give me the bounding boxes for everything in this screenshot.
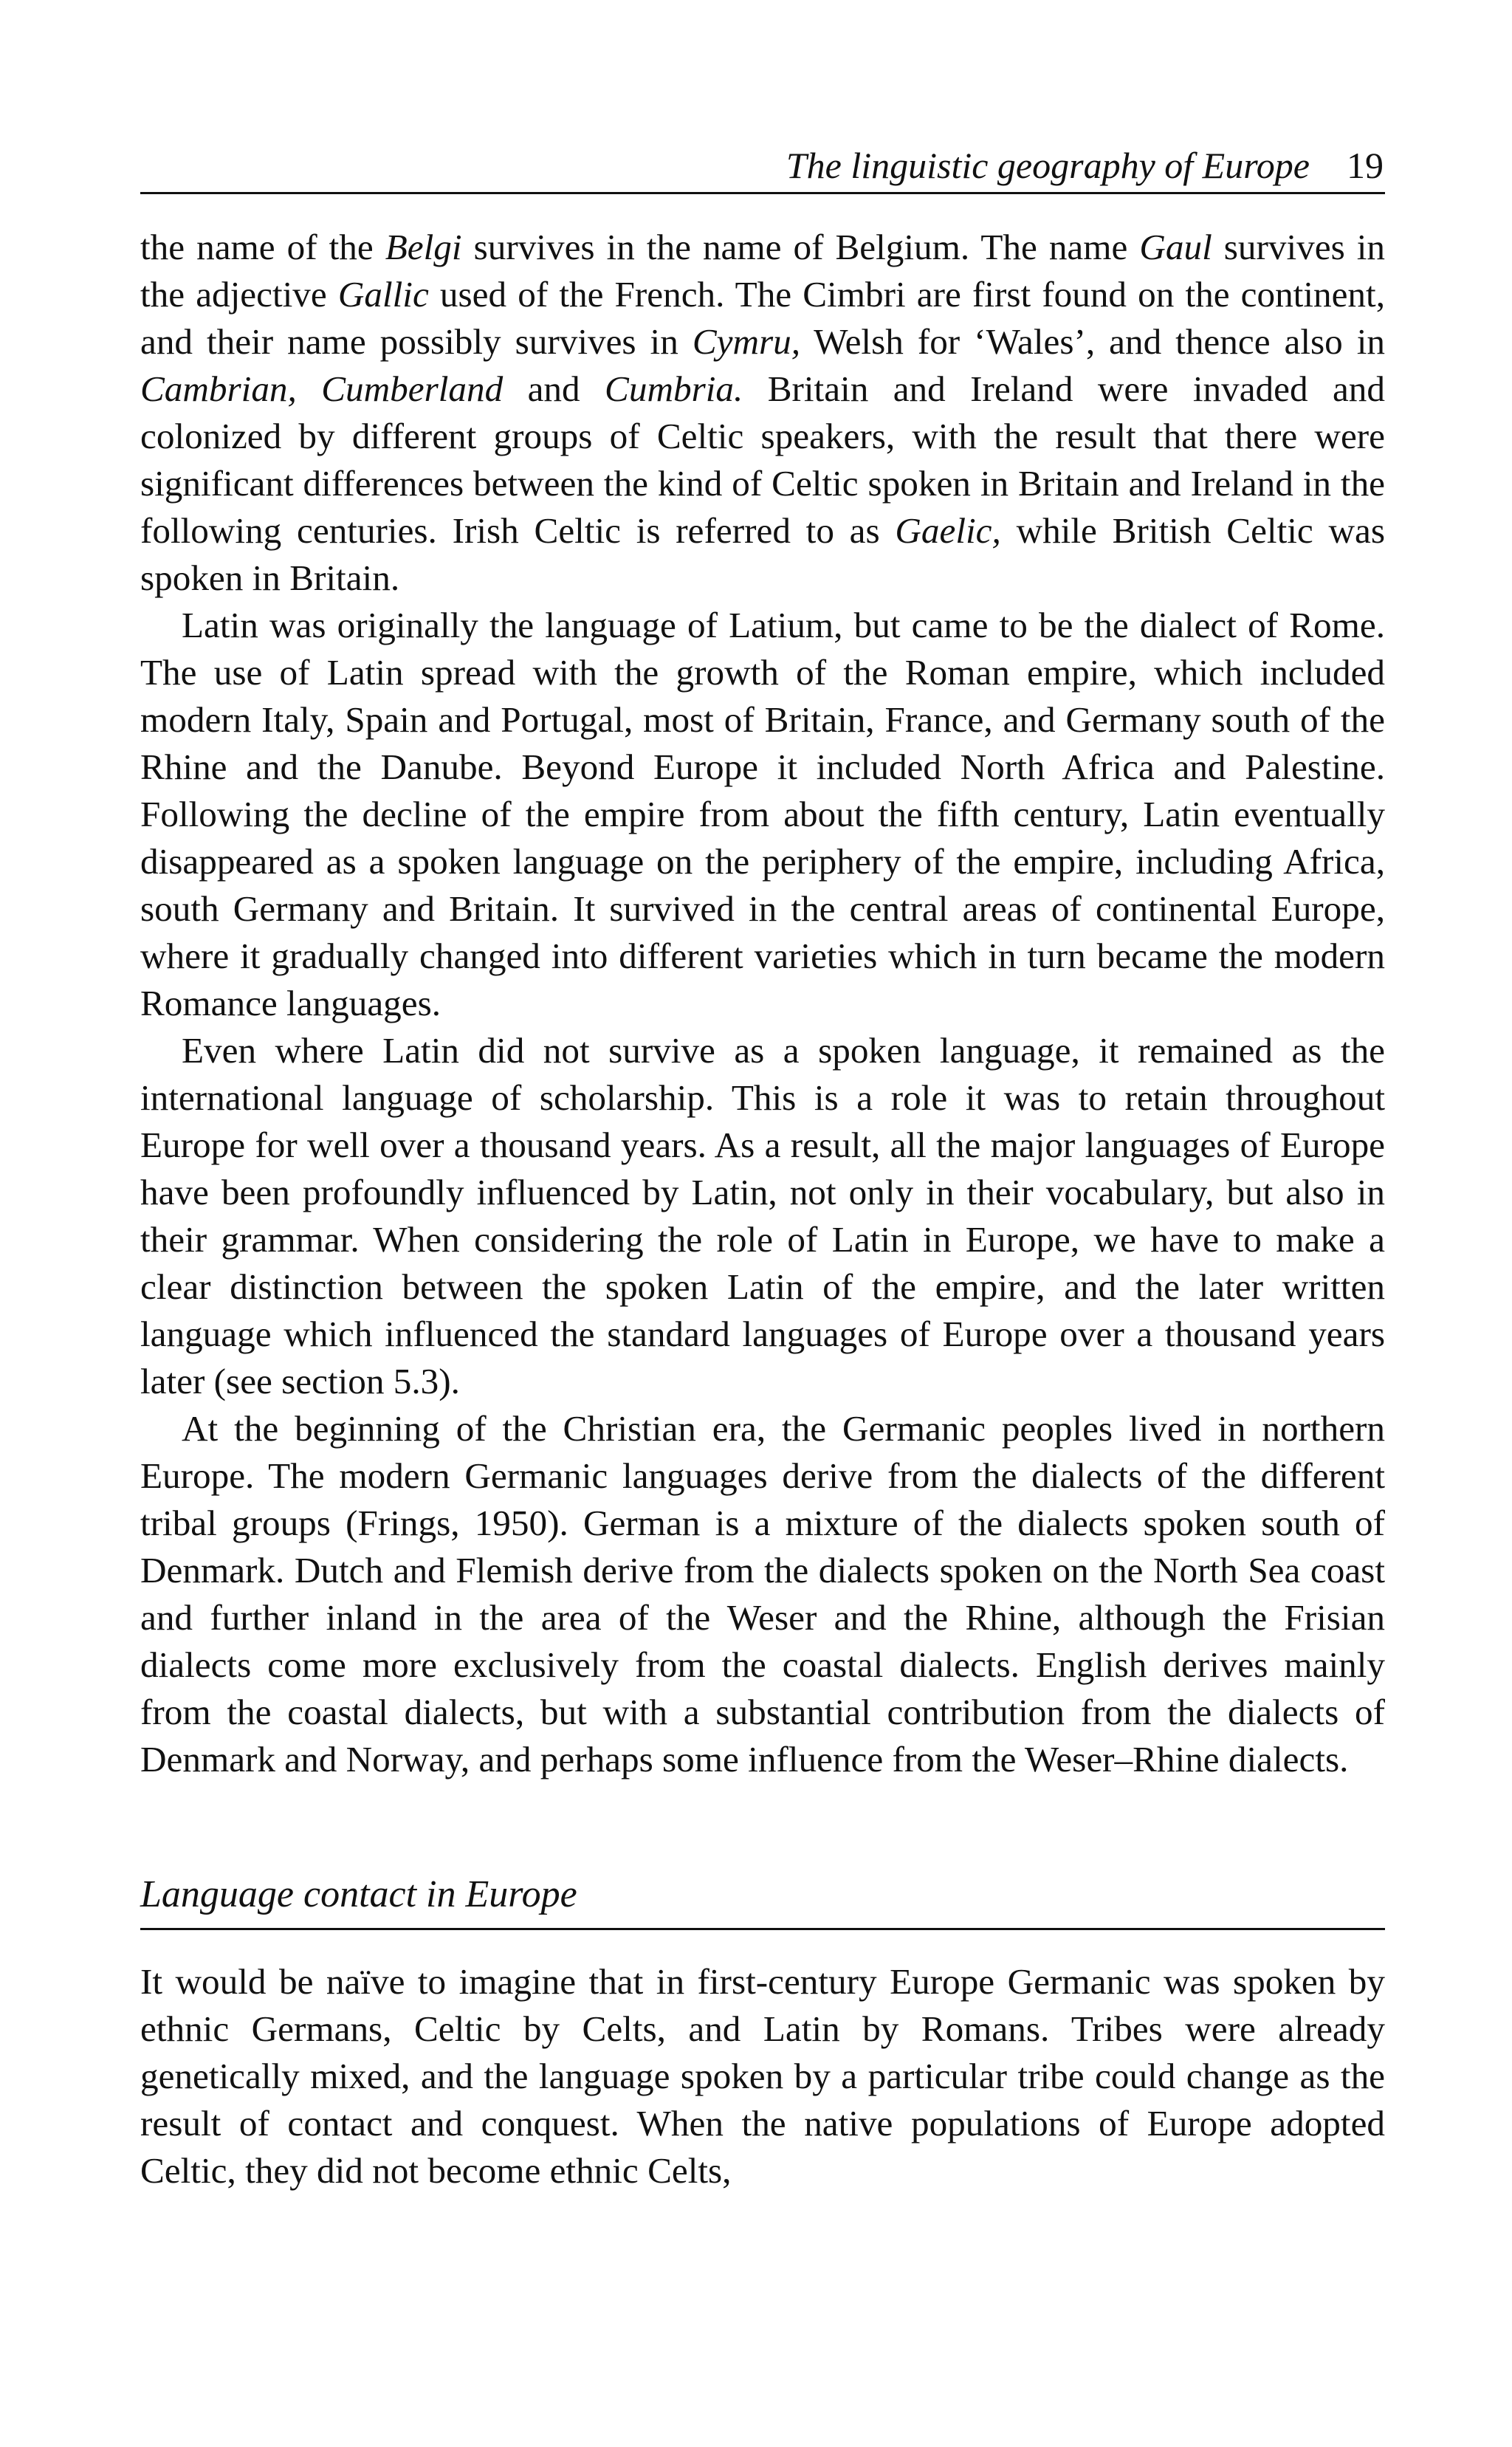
paragraph-4: At the beginning of the Christian era, the Germanic peoples lived in northern Europe. The modern Germanic languages derive from the dialects of the different tribal groups (Frings, 1950). German is a mixture of the dialects spoken south of Denmark. Dutch and Flemish derive from the dialects spoken on the North Sea coast and further inland in the area of the Weser and the Rhine, although the Frisian dialects come more exclusively from the coastal dialects. English derives mainly from the coastal dialects, but with a substantial contribution from the dialects of Denmark and Norway, and perhaps some influence from the Weser–Rhine dialects.: [140, 1408, 1385, 1780]
section-body-text: [140, 1958, 1385, 2194]
book-page: [140, 133, 1385, 2194]
running-head-title: The linguistic geography of Europe: [786, 145, 1310, 186]
italic-term: Belgi: [385, 227, 462, 267]
italic-term: Cambrian, Cumberland: [140, 368, 504, 409]
section-paragraph: It would be naïve to imagine that in first-century Europe Germanic was spoken by ethnic Germans, Celtic by Celts, and Latin by Romans. Tribes were already genetically mixed, and the language spoken by a particular tribe could change as the result of contact and conquest. When the native populations of Europe adopted Celtic, they did not become ethnic Celts,: [140, 1961, 1385, 2191]
italic-term: Gaul: [1139, 227, 1212, 267]
italic-term: Gaelic,: [895, 510, 1001, 551]
body-text: [140, 224, 1385, 1783]
paragraph-2: Latin was originally the language of Latium, but came to be the dialect of Rome. The use of Latin spread with the growth of the Roman empire, which included modern Italy, Spain and Portugal, most of Britain, France, and Germany south of the Rhine and the Danube. Beyond Europe it included North Africa and Palestine. Following the decline of the empire from about the fifth century, Latin eventually disappeared as a spoken language on the periphery of the empire, including Africa, south Germany and Britain. It survived in the central areas of continental Europe, where it gradually changed into different varieties which in turn became the modern Romance languages.: [140, 605, 1385, 1023]
running-head: [140, 133, 1385, 194]
italic-term: Cumbria.: [605, 368, 743, 409]
page-number: 19: [1347, 145, 1384, 186]
paragraph-3: Even where Latin did not survive as a spoken language, it remained as the international language of scholarship. This is a role it was to retain throughout Europe for well over a thousand years. As a result, all the major languages of Europe have been profoundly influenced by Latin, not only in their vocabulary, but also in their grammar. When considering the role of Latin in Europe, we have to make a clear distinction between the spoken Latin of the empire, and the later written language which influenced the standard languages of Europe over a thousand years later (see section 5.3).: [140, 1030, 1385, 1401]
italic-term: Cymru,: [692, 321, 801, 362]
section-heading: Language contact in Europe: [140, 1872, 1385, 1930]
paragraph-1: the name of the Belgi survives in the name of Belgium. The name Gaul survives in the adjective Gallic used of the French. The Cimbri are first found on the continent, and their name possibly survives in Cymru, Welsh for ‘Wales’, and thence also in Cambrian, Cumberland and Cumbria. Britain and Ireland were invaded and colonized by different groups of Celtic speakers, with the result that there were significant differences between the kind of Celtic spoken in Britain and Ireland in the following centuries. Irish Celtic is referred to as Gaelic, while British Celtic was spoken in Britain.: [140, 227, 1385, 598]
italic-term: Gallic: [337, 274, 429, 315]
